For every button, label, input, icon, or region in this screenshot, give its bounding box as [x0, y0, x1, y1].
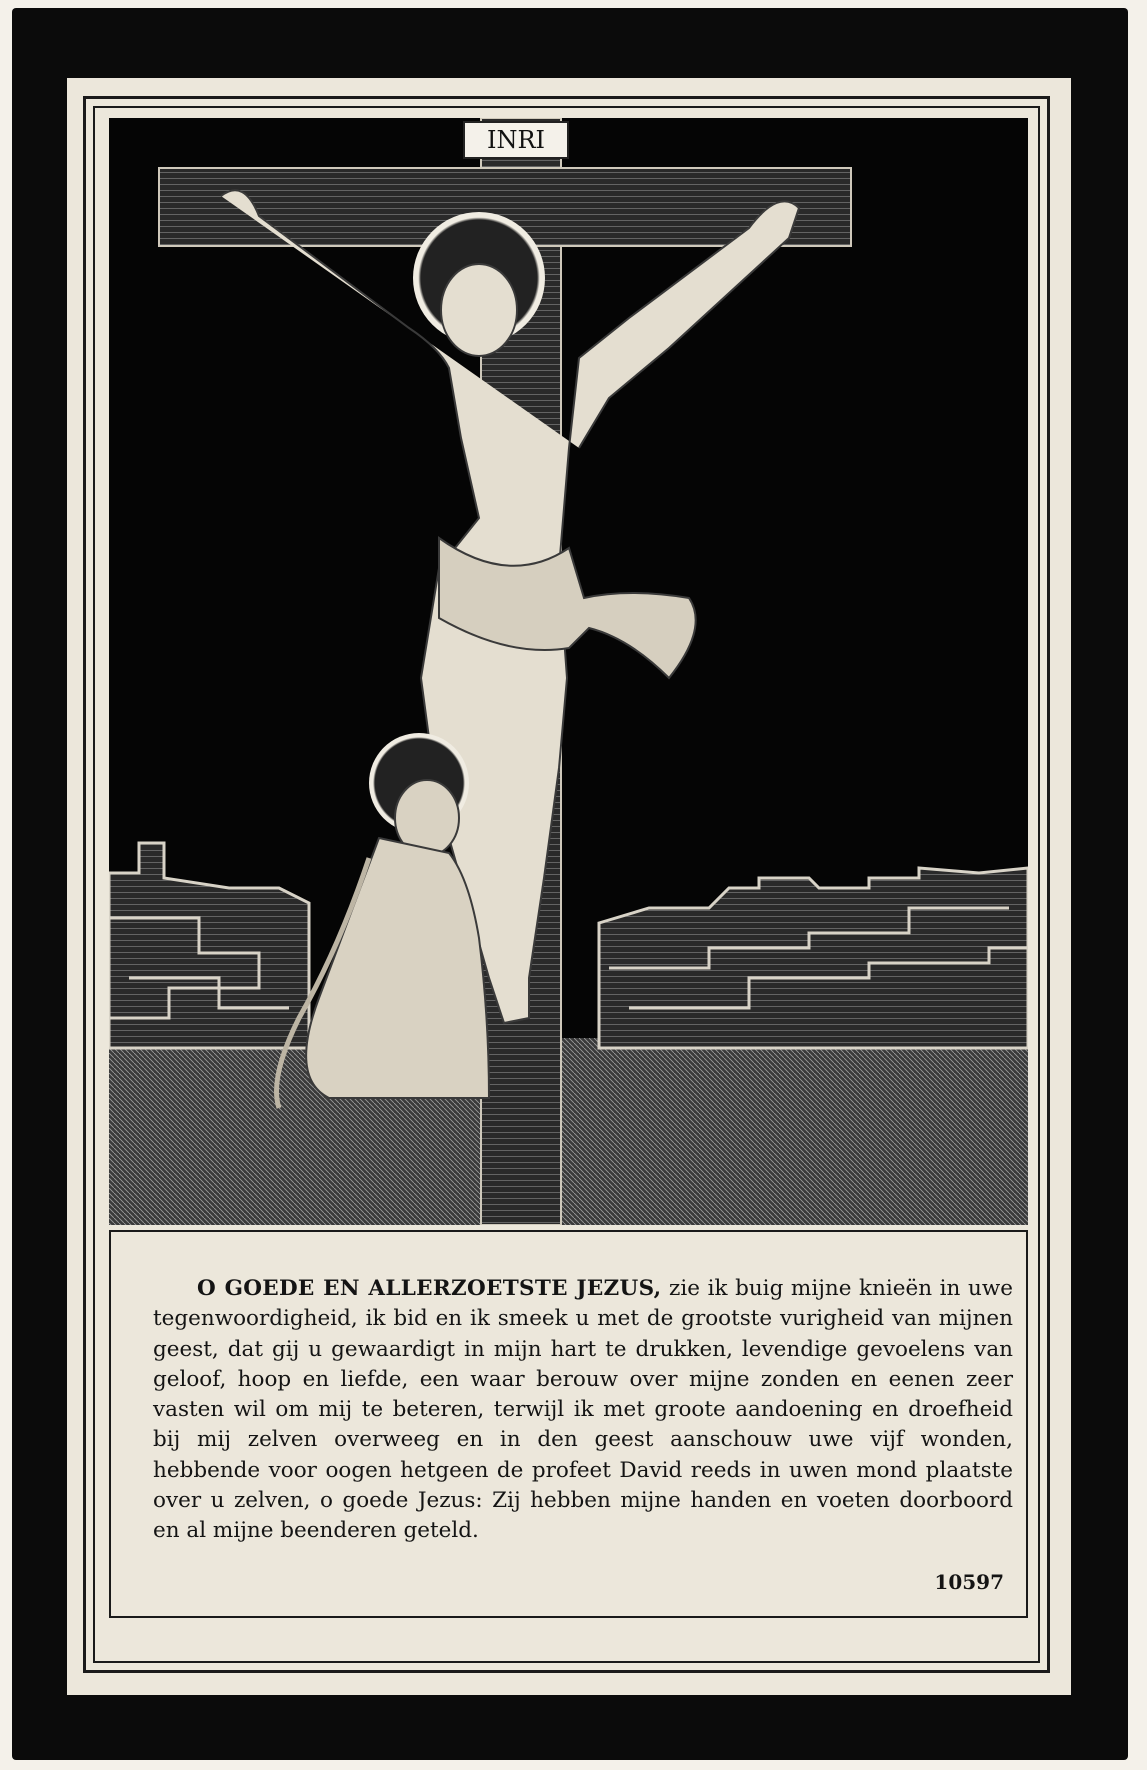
prayer-body: zie ik buig mijne knieën in uwe tegenwoordigheid, ik bid en ik smeek u met de grootste vurigheid van mijnen geest, dat gij u gewaardigt in mijn hart te drukken, levendige gevoelens van geloof, hoop en liefde, een waar berouw over mijne zonden en eenen zeer vasten wil om mij te beteren, terwijl ik met groote aandoening en droefheid bij mij zelven overweeg en in den geest aanschouw uwe vijf wonden, hebbende voor oogen hetgeen de profeet David reeds in uwen mond plaatste over u zelven, o goede Jezus: Zij hebben mijne handen en voeten doorboord en al mijne beenderen geteld.	[153, 1276, 1013, 1544]
titulus-text: INRI	[486, 126, 546, 154]
prayer-text	[153, 1274, 1013, 1547]
jerusalem-city-left	[109, 843, 309, 1048]
prayer-lead: O GOEDE EN ALLERZOETSTE JEZUS,	[197, 1276, 662, 1301]
prayer-panel	[109, 1230, 1028, 1618]
crucifixion-illustration	[109, 118, 1028, 1225]
jerusalem-city-right	[599, 868, 1028, 1048]
card-number: 10597	[934, 1570, 1004, 1594]
christ-figure	[221, 190, 799, 1023]
ground	[109, 1038, 1028, 1225]
